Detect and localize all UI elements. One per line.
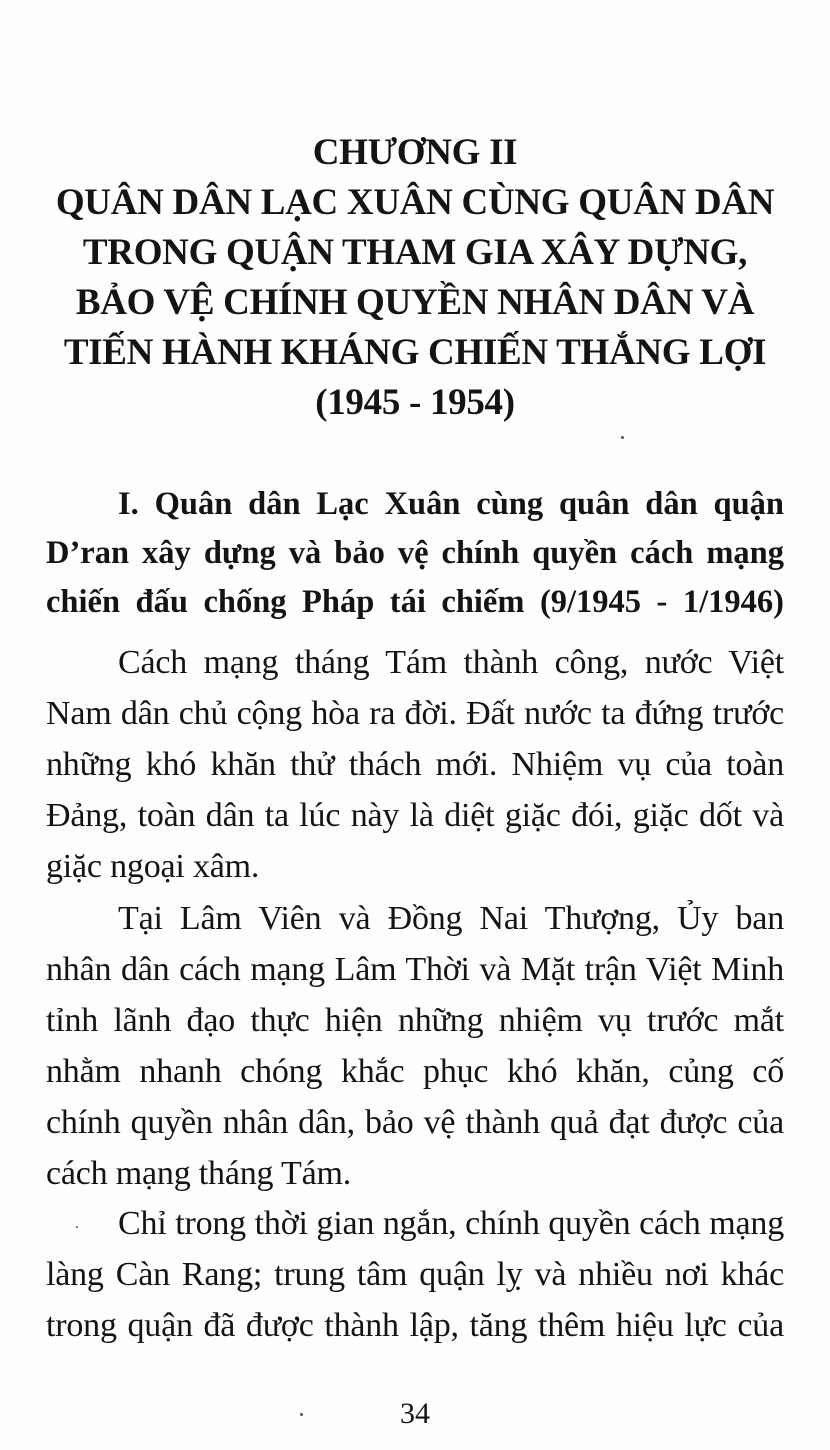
paragraph-3 xyxy=(46,1198,784,1351)
paragraph-line: những khó khăn thử thách mới. Nhiệm vụ của toàn xyxy=(46,746,784,783)
chapter-title-line: TRONG QUẬN THAM GIA XÂY DỰNG, xyxy=(82,232,748,273)
paragraph-line: Tại Lâm Viên và Đồng Nai Thượng, Ủy ban xyxy=(118,900,784,937)
paragraph-line: nhằm nhanh chóng khắc phục khó khăn, củng cố xyxy=(46,1053,784,1090)
section-heading-line: I. Quân dân Lạc Xuân cùng quân dân quận xyxy=(118,486,784,522)
paragraph-line: chính quyền nhân dân, bảo vệ thành quả đạt được của xyxy=(46,1104,784,1141)
paragraph-line: giặc ngoại xâm. xyxy=(46,848,260,885)
chapter-years: (1945 - 1954) xyxy=(315,382,515,423)
paragraph-line: cách mạng tháng Tám. xyxy=(46,1155,352,1192)
section-heading xyxy=(46,480,784,627)
scan-speck xyxy=(621,436,624,439)
paragraph-line: trong quận đã được thành lập, tăng thêm hiệu lực của xyxy=(46,1307,784,1344)
section-heading-line: D’ran xây dựng và bảo vệ chính quyền cách mạng xyxy=(46,535,784,571)
scan-speck xyxy=(76,1226,78,1228)
chapter-title-line: BẢO VỆ CHÍNH QUYỀN NHÂN DÂN VÀ xyxy=(75,282,755,323)
section-heading-line: chiến đấu chống Pháp tái chiếm (9/1945 - 1/1946) xyxy=(46,584,784,620)
paragraph-1 xyxy=(46,637,784,892)
paragraph-line: Nam dân chủ cộng hòa ra đời. Đất nước ta đứng trước xyxy=(46,695,784,732)
chapter-title-line: TIẾN HÀNH KHÁNG CHIẾN THẮNG LỢI xyxy=(63,332,767,373)
chapter-heading xyxy=(30,128,800,428)
paragraph-2 xyxy=(46,893,784,1199)
page-number: 34 xyxy=(400,1397,430,1430)
chapter-label: CHƯƠNG II xyxy=(312,132,518,173)
paragraph-line: Cách mạng tháng Tám thành công, nước Việt xyxy=(118,644,784,681)
scan-speck xyxy=(300,1413,303,1416)
paragraph-line: Đảng, toàn dân ta lúc này là diệt giặc đói, giặc dốt và xyxy=(46,797,784,834)
paragraph-line: nhân dân cách mạng Lâm Thời và Mặt trận Việt Minh xyxy=(46,951,784,988)
paragraph-line: tỉnh lãnh đạo thực hiện những nhiệm vụ trước mắt xyxy=(46,1002,784,1039)
chapter-title-line: QUÂN DÂN LẠC XUÂN CÙNG QUÂN DÂN xyxy=(55,182,775,223)
paragraph-line: làng Càn Rang; trung tâm quận lỵ và nhiều nơi khác xyxy=(46,1256,784,1293)
paragraph-line: Chỉ trong thời gian ngắn, chính quyền cách mạng xyxy=(118,1205,784,1242)
